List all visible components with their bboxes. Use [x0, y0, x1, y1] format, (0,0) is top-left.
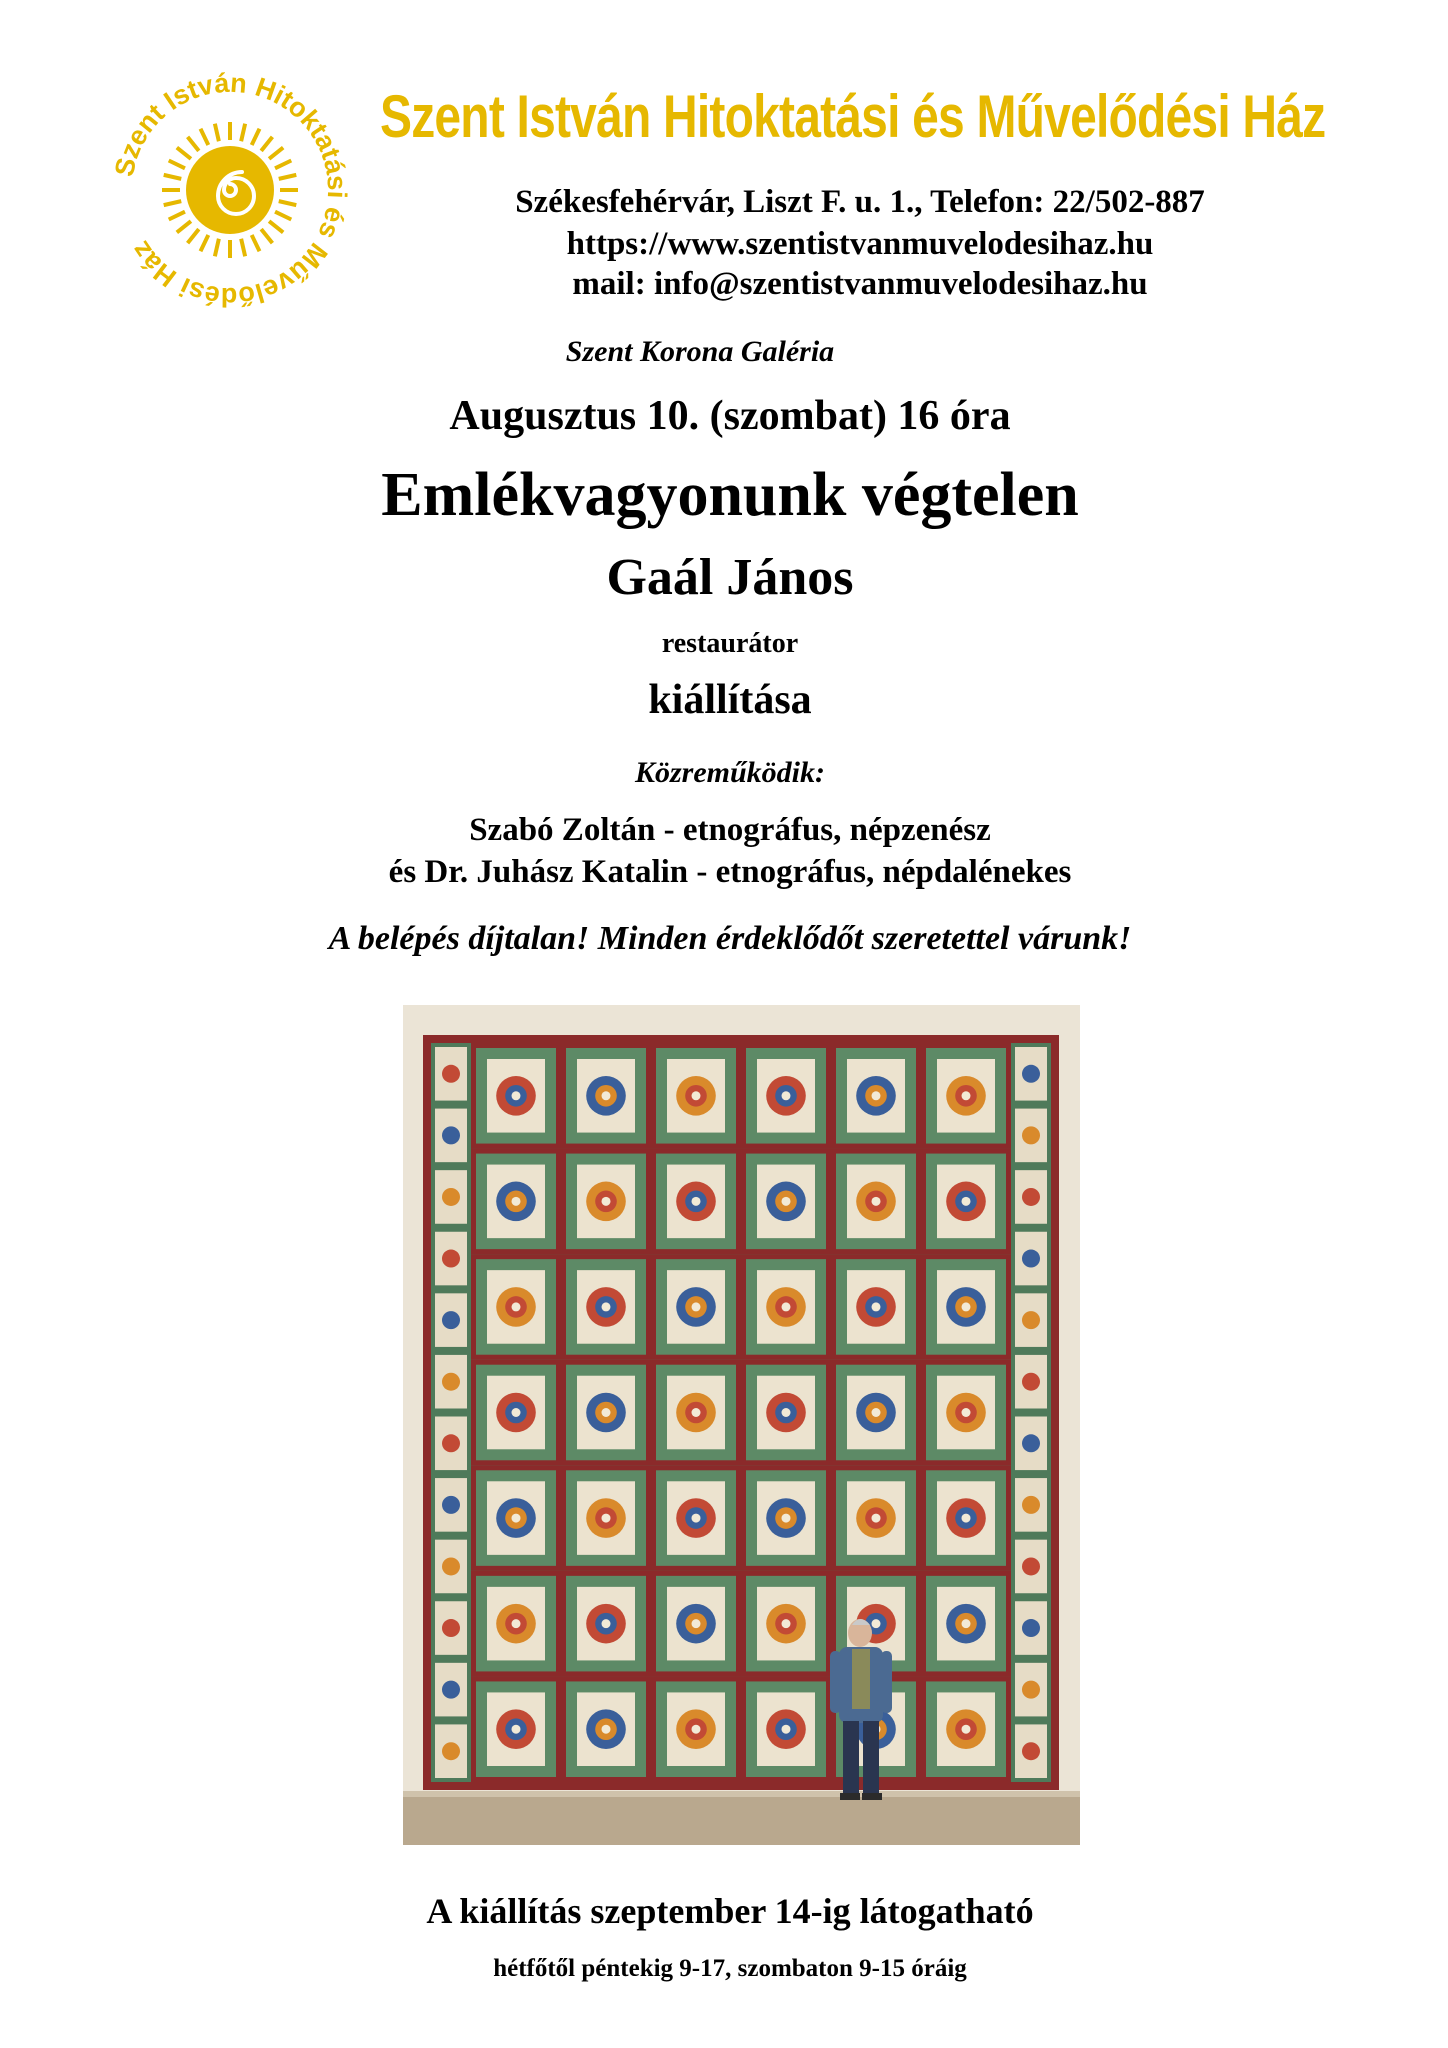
logo — [100, 60, 360, 320]
opening-hours: hétfőtől péntekig 9-17, szombaton 9-15 óráig — [493, 1955, 967, 1982]
artist-role: restaurátor — [661, 628, 799, 659]
org-name: Szent István Hitoktatási és Művelődési Ház — [380, 83, 1326, 150]
contributor-2: és Dr. Juhász Katalin - etnográfus, népdalénekes — [388, 854, 1072, 890]
free-entry-note: A belépés díjtalan! Minden érdeklődőt szeretettel várunk! — [328, 920, 1132, 957]
contributor-1: Szabó Zoltán - etnográfus, népzenész — [469, 812, 991, 848]
contributors-label: Közreműködik: — [634, 756, 826, 789]
website-link[interactable]: https://www.szentistvanmuvelodesihaz.hu — [566, 226, 1154, 262]
artist-name: Gaál János — [606, 549, 854, 606]
event-title: Emlékvagyonunk végtelen — [381, 461, 1079, 529]
exhibition-photo — [403, 1005, 1080, 1845]
open-until: A kiállítás szeptember 14-ig látogatható — [426, 1891, 1034, 1931]
logo-ring-text: Szent István Hitoktatási és Művelődési Ház — [108, 67, 353, 313]
exhibition-word: kiállítása — [648, 677, 812, 723]
venue: Szent Korona Galéria — [565, 335, 835, 368]
email-link[interactable]: mail: info@szentistvanmuvelodesihaz.hu — [572, 266, 1148, 302]
event-datetime: Augusztus 10. (szombat) 16 óra — [449, 393, 1011, 439]
address: Székesfehérvár, Liszt F. u. 1., Telefon: 22/502-887 — [515, 184, 1205, 220]
